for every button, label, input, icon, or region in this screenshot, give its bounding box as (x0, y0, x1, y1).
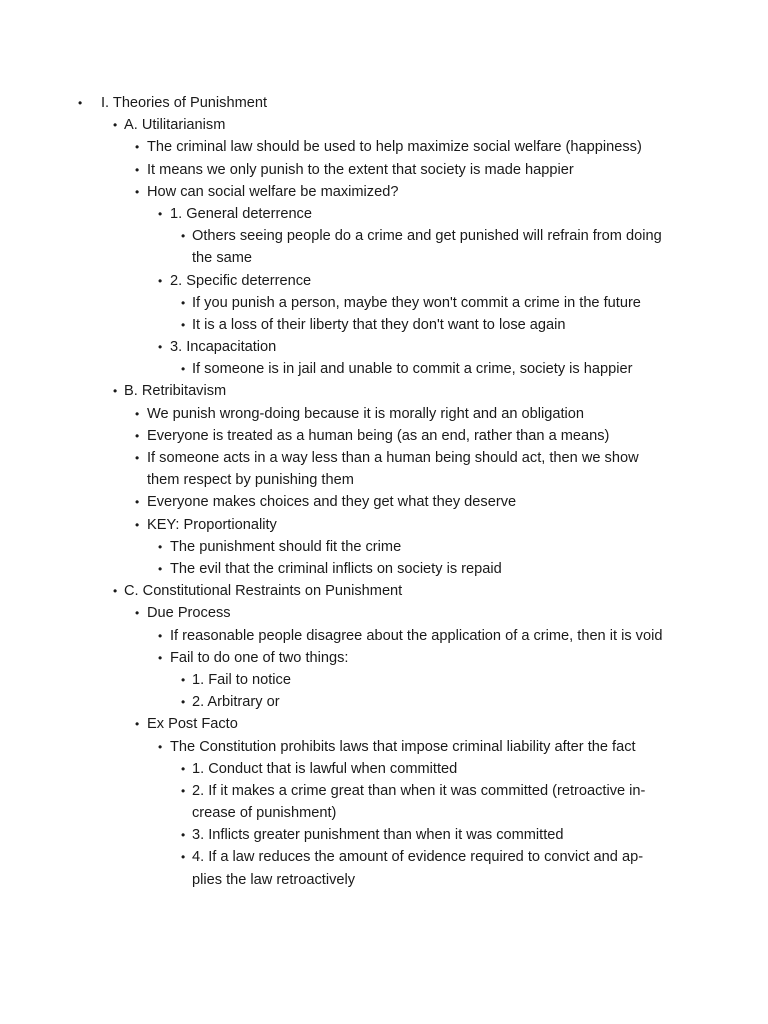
outline-item-text: It means we only punish to the extent that society is made happier (147, 161, 574, 178)
bullet-icon: • (158, 340, 163, 355)
outline-item-continuation: the same (192, 250, 253, 267)
outline-item-text: We punish wrong-doing because it is morally right and an obligation (147, 405, 584, 422)
bullet-icon: • (158, 206, 163, 221)
bullet-icon: • (181, 362, 186, 377)
outline-item-continuation: crease of punishment) (192, 805, 337, 822)
outline-item-text: The punishment should fit the crime (170, 538, 402, 555)
bullet-icon: • (158, 562, 163, 576)
bullet-icon: • (181, 783, 186, 798)
bullet-icon: • (113, 118, 118, 133)
outline-item-text: 3. Inflicts greater punishment than when it was committed (192, 827, 564, 844)
bullet-icon: • (135, 451, 140, 466)
outline-item-level-4 (0, 225, 768, 269)
outline-item-level-2 (0, 136, 768, 158)
outline-item-text: Everyone is treated as a human being (as an end, rather than a means) (147, 427, 610, 444)
outline-item-level-4 (0, 292, 768, 314)
bullet-icon: • (135, 606, 140, 621)
bullet-icon: • (78, 96, 83, 110)
outline-item-level-4 (0, 669, 768, 691)
outline-item-text: Due Process (147, 605, 231, 622)
outline-item-text: 1. General deterrence (170, 205, 312, 222)
bullet-icon: • (135, 184, 140, 199)
bullet-icon: • (158, 628, 163, 643)
outline-item-level-4 (0, 691, 768, 713)
outline-item-text: 3. Incapacitation (170, 339, 277, 356)
outline-item-level-3 (0, 625, 768, 647)
outline-item-level-2 (0, 447, 768, 491)
bullet-icon: • (135, 428, 140, 443)
outline-item-text: The criminal law should be used to help maximize social welfare (happiness) (147, 139, 642, 156)
bullet-icon: • (181, 672, 186, 687)
bullet-icon: • (181, 850, 186, 865)
bullet-icon: • (181, 761, 186, 776)
outline-item-level-2 (0, 159, 768, 181)
outline-item-level-3 (0, 203, 768, 225)
outline-item-level-1 (0, 114, 768, 136)
bullet-icon: • (135, 140, 140, 155)
bullet-icon: • (181, 295, 186, 310)
outline-document (0, 92, 768, 891)
outline-item-level-3 (0, 270, 768, 292)
outline-item-level-3 (0, 736, 768, 758)
bullet-icon: • (135, 717, 140, 732)
outline-item-text: 1. Conduct that is lawful when committed (192, 760, 458, 777)
outline-item-text: 2. Arbitrary or (192, 694, 280, 711)
bullet-icon: • (113, 584, 118, 599)
outline-item-text: KEY: Proportionality (147, 516, 277, 533)
outline-item-text: Fail to do one of two things: (170, 649, 349, 666)
outline-item-level-4 (0, 314, 768, 336)
bullet-icon: • (181, 317, 186, 332)
outline-item-text: 1. Fail to notice (192, 671, 291, 688)
outline-item-level-4 (0, 846, 768, 890)
outline-item-level-2 (0, 491, 768, 513)
bullet-icon: • (158, 273, 163, 288)
outline-item-level-3 (0, 558, 768, 580)
bullet-icon: • (135, 406, 140, 421)
outline-item-level-2 (0, 403, 768, 425)
bullet-icon: • (181, 828, 186, 843)
outline-item-text: 2. Specific deterrence (170, 272, 312, 289)
outline-item-level-2 (0, 602, 768, 624)
outline-item-text: A. Utilitarianism (124, 117, 226, 134)
outline-item-level-3 (0, 536, 768, 558)
outline-item-text: How can social welfare be maximized? (147, 183, 399, 200)
outline-item-text: 4. If a law reduces the amount of evidence required to convict and ap- (192, 849, 644, 866)
outline-item-level-2 (0, 713, 768, 735)
bullet-icon: • (181, 695, 186, 710)
outline-item-text: 2. If it makes a crime great than when it was committed (retroactive in- (192, 782, 646, 799)
outline-item-level-1 (0, 380, 768, 402)
outline-item-level-3 (0, 336, 768, 358)
outline-item-text: Everyone makes choices and they get what they deserve (147, 494, 517, 511)
outline-item-level-2 (0, 181, 768, 203)
outline-item-text: The evil that the criminal inflicts on society is repaid (170, 561, 502, 577)
outline-item-level-4 (0, 824, 768, 846)
bullet-icon: • (135, 517, 140, 532)
outline-item-level-4 (0, 780, 768, 824)
bullet-icon: • (135, 495, 140, 510)
outline-item-continuation: plies the law retroactively (192, 871, 356, 888)
bullet-icon: • (158, 539, 163, 554)
outline-item-text: If reasonable people disagree about the application of a crime, then it is void (170, 627, 663, 644)
outline-item-text: I. Theories of Punishment (101, 95, 268, 111)
bullet-icon: • (113, 384, 118, 399)
outline-item-level-4 (0, 758, 768, 780)
outline-item-level-1 (0, 580, 768, 602)
outline-item-level-0 (0, 92, 768, 114)
bullet-icon: • (158, 739, 163, 754)
outline-item-level-2 (0, 514, 768, 536)
outline-item-text: If someone is in jail and unable to commit a crime, society is happier (192, 361, 633, 378)
outline-item-text: If you punish a person, maybe they won't commit a crime in the future (192, 294, 641, 311)
bullet-icon: • (135, 162, 140, 177)
outline-item-text: C. Constitutional Restraints on Punishment (124, 583, 403, 600)
outline-item-text: B. Retribitavism (124, 383, 227, 400)
outline-item-text: It is a loss of their liberty that they don't want to lose again (192, 316, 566, 333)
outline-item-text: If someone acts in a way less than a human being should act, then we show (147, 450, 639, 467)
outline-item-level-3 (0, 647, 768, 669)
outline-item-continuation: them respect by punishing them (147, 472, 354, 489)
outline-item-text: Ex Post Facto (147, 716, 238, 733)
outline-item-text: The Constitution prohibits laws that impose criminal liability after the fact (170, 738, 636, 755)
bullet-icon: • (181, 229, 186, 244)
outline-item-text: Others seeing people do a crime and get punished will refrain from doing (192, 228, 662, 245)
outline-item-level-4 (0, 358, 768, 380)
outline-item-level-2 (0, 425, 768, 447)
bullet-icon: • (158, 650, 163, 665)
